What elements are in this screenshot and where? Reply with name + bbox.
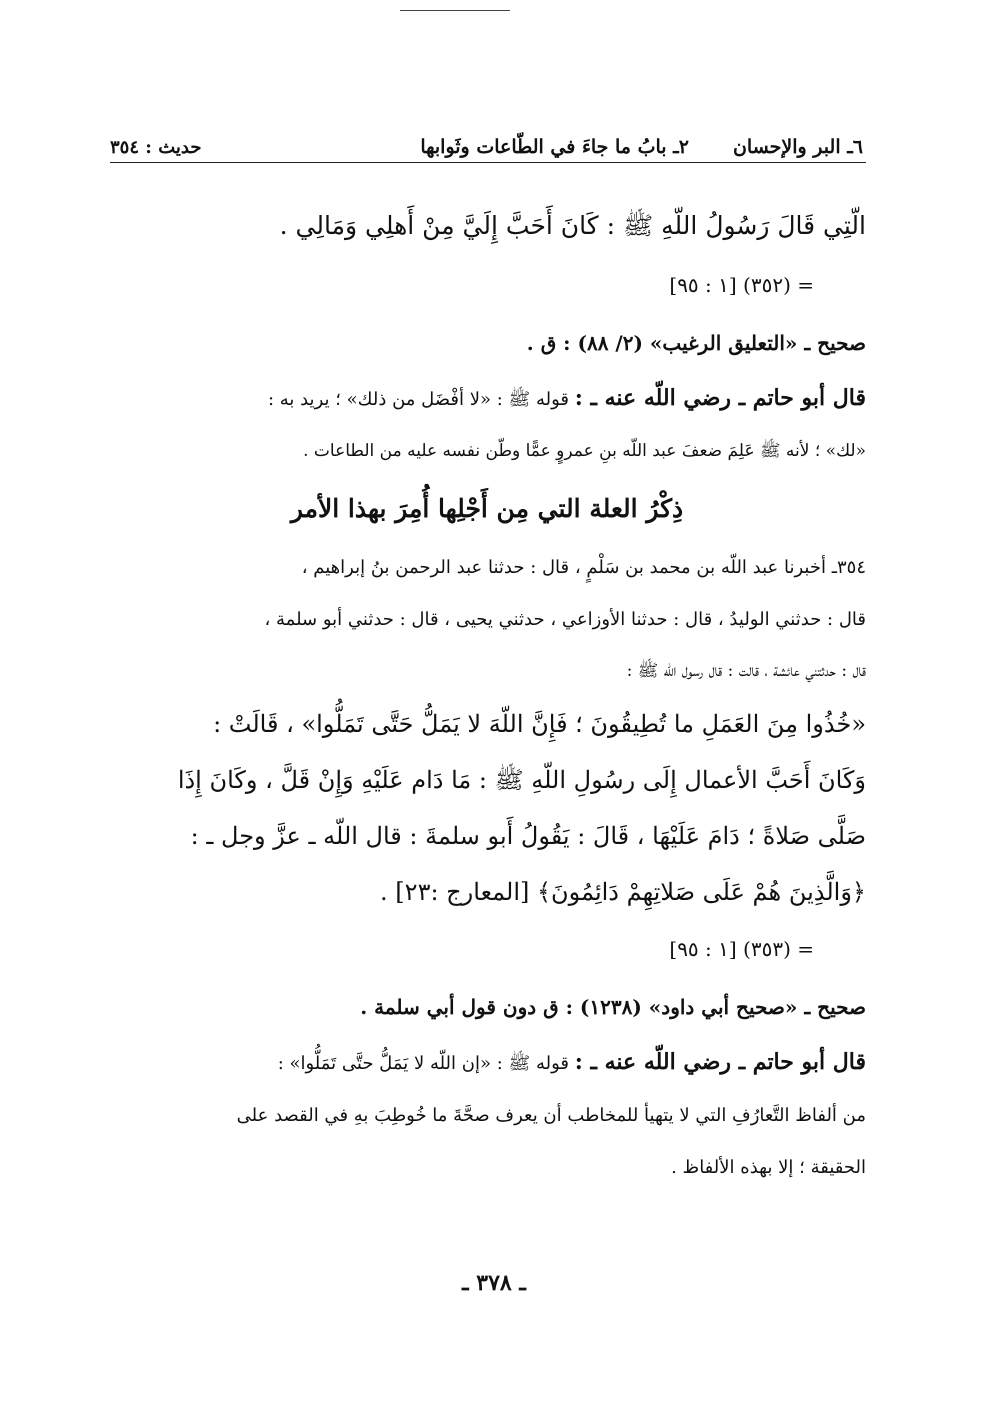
section-title: ٢ـ بابُ ما جاءَ في الطّاعات وثَوابها — [420, 136, 689, 158]
page-body — [108, 196, 866, 1194]
grading-line: صحيح ـ «التعليق الرغيب» (٢/ ٨٨) : ق . — [526, 331, 866, 355]
chapter-title: ٦ـ البر والإحسان — [732, 136, 863, 158]
hadith-number: حديث : ٣٥٤ — [110, 137, 202, 158]
commentary-lead: قال أبو حاتم ـ رضي اللّه عنه ـ : — [574, 1049, 866, 1075]
matn-line: صَلَّى صَلاةً ؛ دَامَ عَلَيْهَا ، قَالَ : يَقُولُ أَبو سلمةَ : قال اللّه ـ عزَّ وجل ـ : — [190, 822, 866, 850]
page-number: ـ ٣٧٨ ـ — [462, 1270, 526, 1296]
quran-verse-line: ﴿وَالَّذِينَ هُمْ عَلَى صَلاتِهِمْ دَائِمُونَ﴾ [المعارج :٢٣] . — [380, 878, 866, 906]
section-heading: ذِكْرُ العلة التي مِن أَجْلِها أُمِرَ بهذا الأمر — [290, 494, 684, 523]
top-rule — [400, 10, 510, 11]
header-rule — [110, 162, 866, 163]
commentary-line: الحقيقة ؛ إلا بهذه الألفاظ . — [671, 1157, 866, 1178]
matn-line: «خُذُوا مِنَ العَمَلِ ما تُطِيقُونَ ؛ فَإِنَّ اللّهَ لا يَمَلُّ حَتَّى تَمَلُّوا» ، قَالَتْ : — [213, 710, 866, 738]
isnad-line: ٣٥٤ـ أخبرنا عبد اللّه بن محمد بن سَلْمٍ ، قال : حدثنا عبد الرحمن بنُ إبراهيم ، — [301, 557, 866, 578]
text-line: الّتِي قَالَ رَسُولُ اللّهِ ﷺ : كَانَ أَحَبَّ إِلَيَّ مِنْ أَهلِي وَمَالِي . — [279, 211, 866, 240]
grading-line: صحيح ـ «صحيح أبي داود» (١٢٣٨) : ق دون قول أبي سلمة . — [360, 995, 866, 1019]
commentary-line — [108, 1036, 866, 1090]
commentary-text: قوله ﷺ : «إن اللّه لا يَمَلُّ حتَّى تَمَلُّوا» : — [277, 1053, 575, 1074]
isnad-line: قال : حدثتني عائشة ، قالت : قال رسول اللّه ﷺ : — [626, 661, 866, 681]
commentary-lead: قال أبو حاتم ـ رضي اللّه عنه ـ : — [574, 385, 866, 411]
matn-line: وَكَانَ أَحَبَّ الأعمال إِلَى رسُولِ اللّهِ ﷺ : مَا دَام عَلَيْهِ وَإِنْ قَلَّ ، وكَانَ إِذَا — [177, 766, 866, 794]
running-header — [110, 124, 863, 158]
commentary-text: قوله ﷺ : «لا أفْضَل من ذلك» ؛ يريد به : — [267, 389, 575, 410]
cross-reference: = (٣٥٢) [١ : ٩٥] — [669, 273, 814, 297]
commentary-line: من ألفاظ التَّعارُفِ التي لا يتهيأ للمخاطب أن يعرف صحَّةَ ما خُوطِبَ بهِ في القصد على — [236, 1105, 866, 1126]
header-titles — [420, 136, 863, 158]
commentary-line — [108, 372, 866, 426]
isnad-line: قال : حدثني الوليدُ ، قال : حدثنا الأوزاعي ، حدثني يحيى ، قال : حدثني أبو سلمة ، — [264, 609, 866, 630]
cross-reference: = (٣٥٣) [١ : ٩٥] — [669, 937, 814, 961]
commentary-line: «لك» ؛ لأنه ﷺ عَلِمَ ضعفَ عبد اللّه بنِ عمروٍ عمًّا وطّن نفسه عليه من الطاعات . — [303, 441, 866, 461]
